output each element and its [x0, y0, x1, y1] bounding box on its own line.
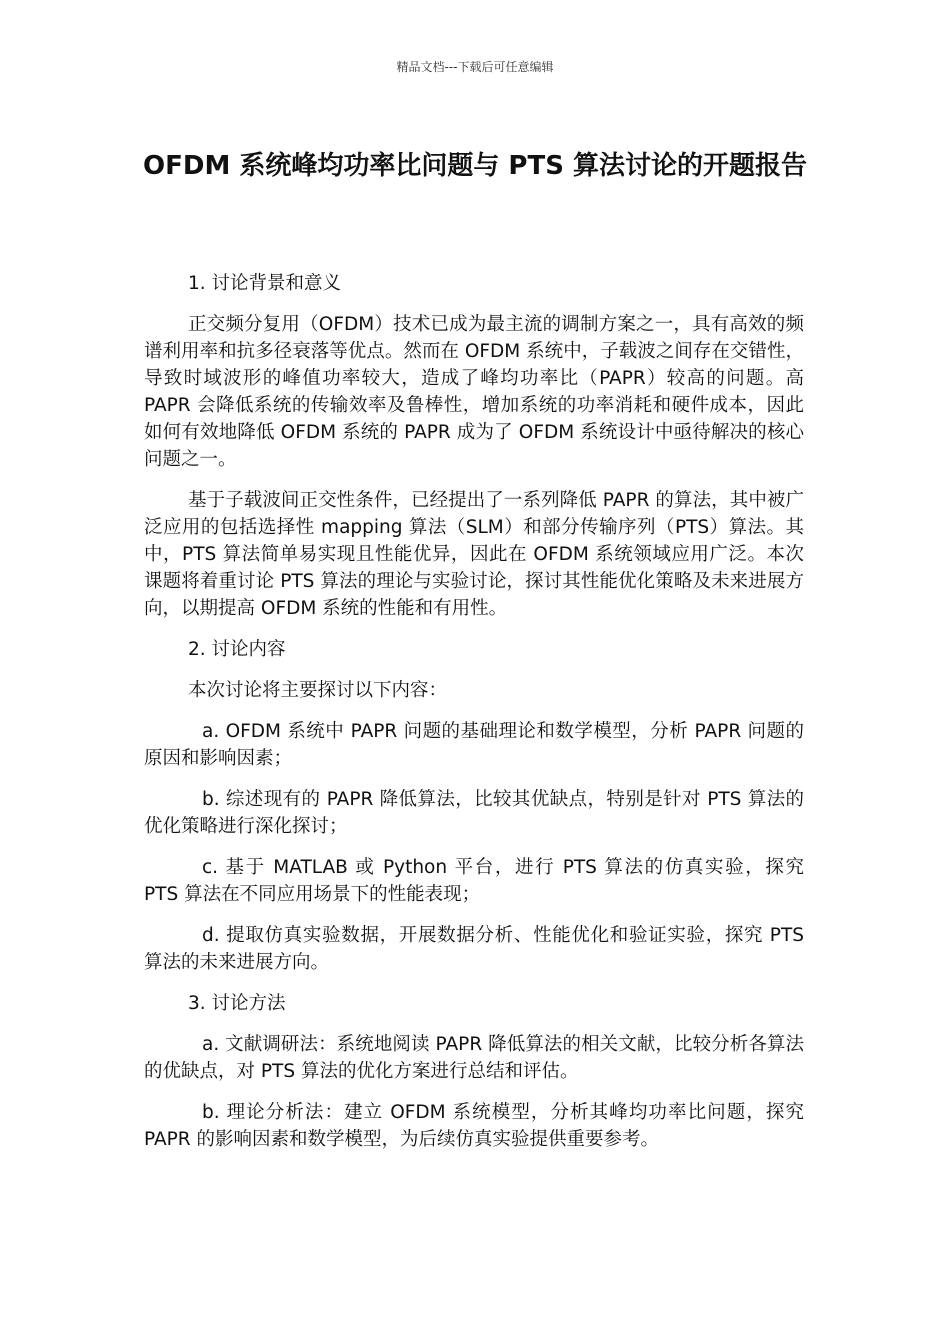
document-body	[144, 270, 804, 1167]
document-title: OFDM 系统峰均功率比问题与 PTS 算法讨论的开题报告	[143, 151, 807, 181]
section-heading-background: 1. 讨论背景和意义	[188, 273, 342, 294]
section-heading-content: 2. 讨论内容	[188, 639, 286, 660]
paragraph: 正交频分复用（OFDM）技术已成为最主流的调制方案之一，具有高效的频谱利用率和抗多径衰落等优点。然而在 OFDM 系统中，子载波之间存在交错性，导致时域波形的峰值功率较大，造成了峰均功率比（PAPR）较高的问题。高 PAPR 会降低系统的传输效率及鲁棒性，增加系统的功率消耗和硬件成本，因此如何有效地降低 OFDM 系统的 PAPR 成为了 OFDM 系统设计中亟待解决的核心问题之一。	[144, 314, 804, 470]
list-item: c. 基于 MATLAB 或 Python 平台，进行 PTS 算法的仿真实验，探究 PTS 算法在不同应用场景下的性能表现；	[144, 857, 804, 905]
list-item: a. OFDM 系统中 PAPR 问题的基础理论和数学模型，分析 PAPR 问题的原因和影响因素；	[144, 721, 804, 769]
list-item: b. 综述现有的 PAPR 降低算法，比较其优缺点，特别是针对 PTS 算法的优化策略进行深化探讨；	[144, 789, 804, 837]
section-heading-methods: 3. 讨论方法	[188, 993, 286, 1014]
list-item: b. 理论分析法：建立 OFDM 系统模型，分析其峰均功率比问题，探究 PAPR 的影响因素和数学模型，为后续仿真实验提供重要参考。	[144, 1102, 804, 1150]
header-note: 精品文档---下载后可任意编辑	[396, 60, 554, 74]
paragraph: 基于子载波间正交性条件，已经提出了一系列降低 PAPR 的算法，其中被广泛应用的包括选择性 mapping 算法（SLM）和部分传输序列（PTS）算法。其中，PTS 算法简单易实现且性能优异，因此在 OFDM 系统领域应用广泛。本次课题将着重讨论 PTS 算法的理论与实验讨论，探讨其性能优化策略及未来进展方向，以期提高 OFDM 系统的性能和有用性。	[144, 490, 804, 619]
list-item: d. 提取仿真实验数据，开展数据分析、性能优化和验证实验，探究 PTS 算法的未来进展方向。	[144, 925, 804, 973]
list-item: a. 文献调研法：系统地阅读 PAPR 降低算法的相关文献，比较分析各算法的优缺点，对 PTS 算法的优化方案进行总结和评估。	[144, 1034, 804, 1082]
section-intro: 本次讨论将主要探讨以下内容：	[188, 680, 448, 701]
